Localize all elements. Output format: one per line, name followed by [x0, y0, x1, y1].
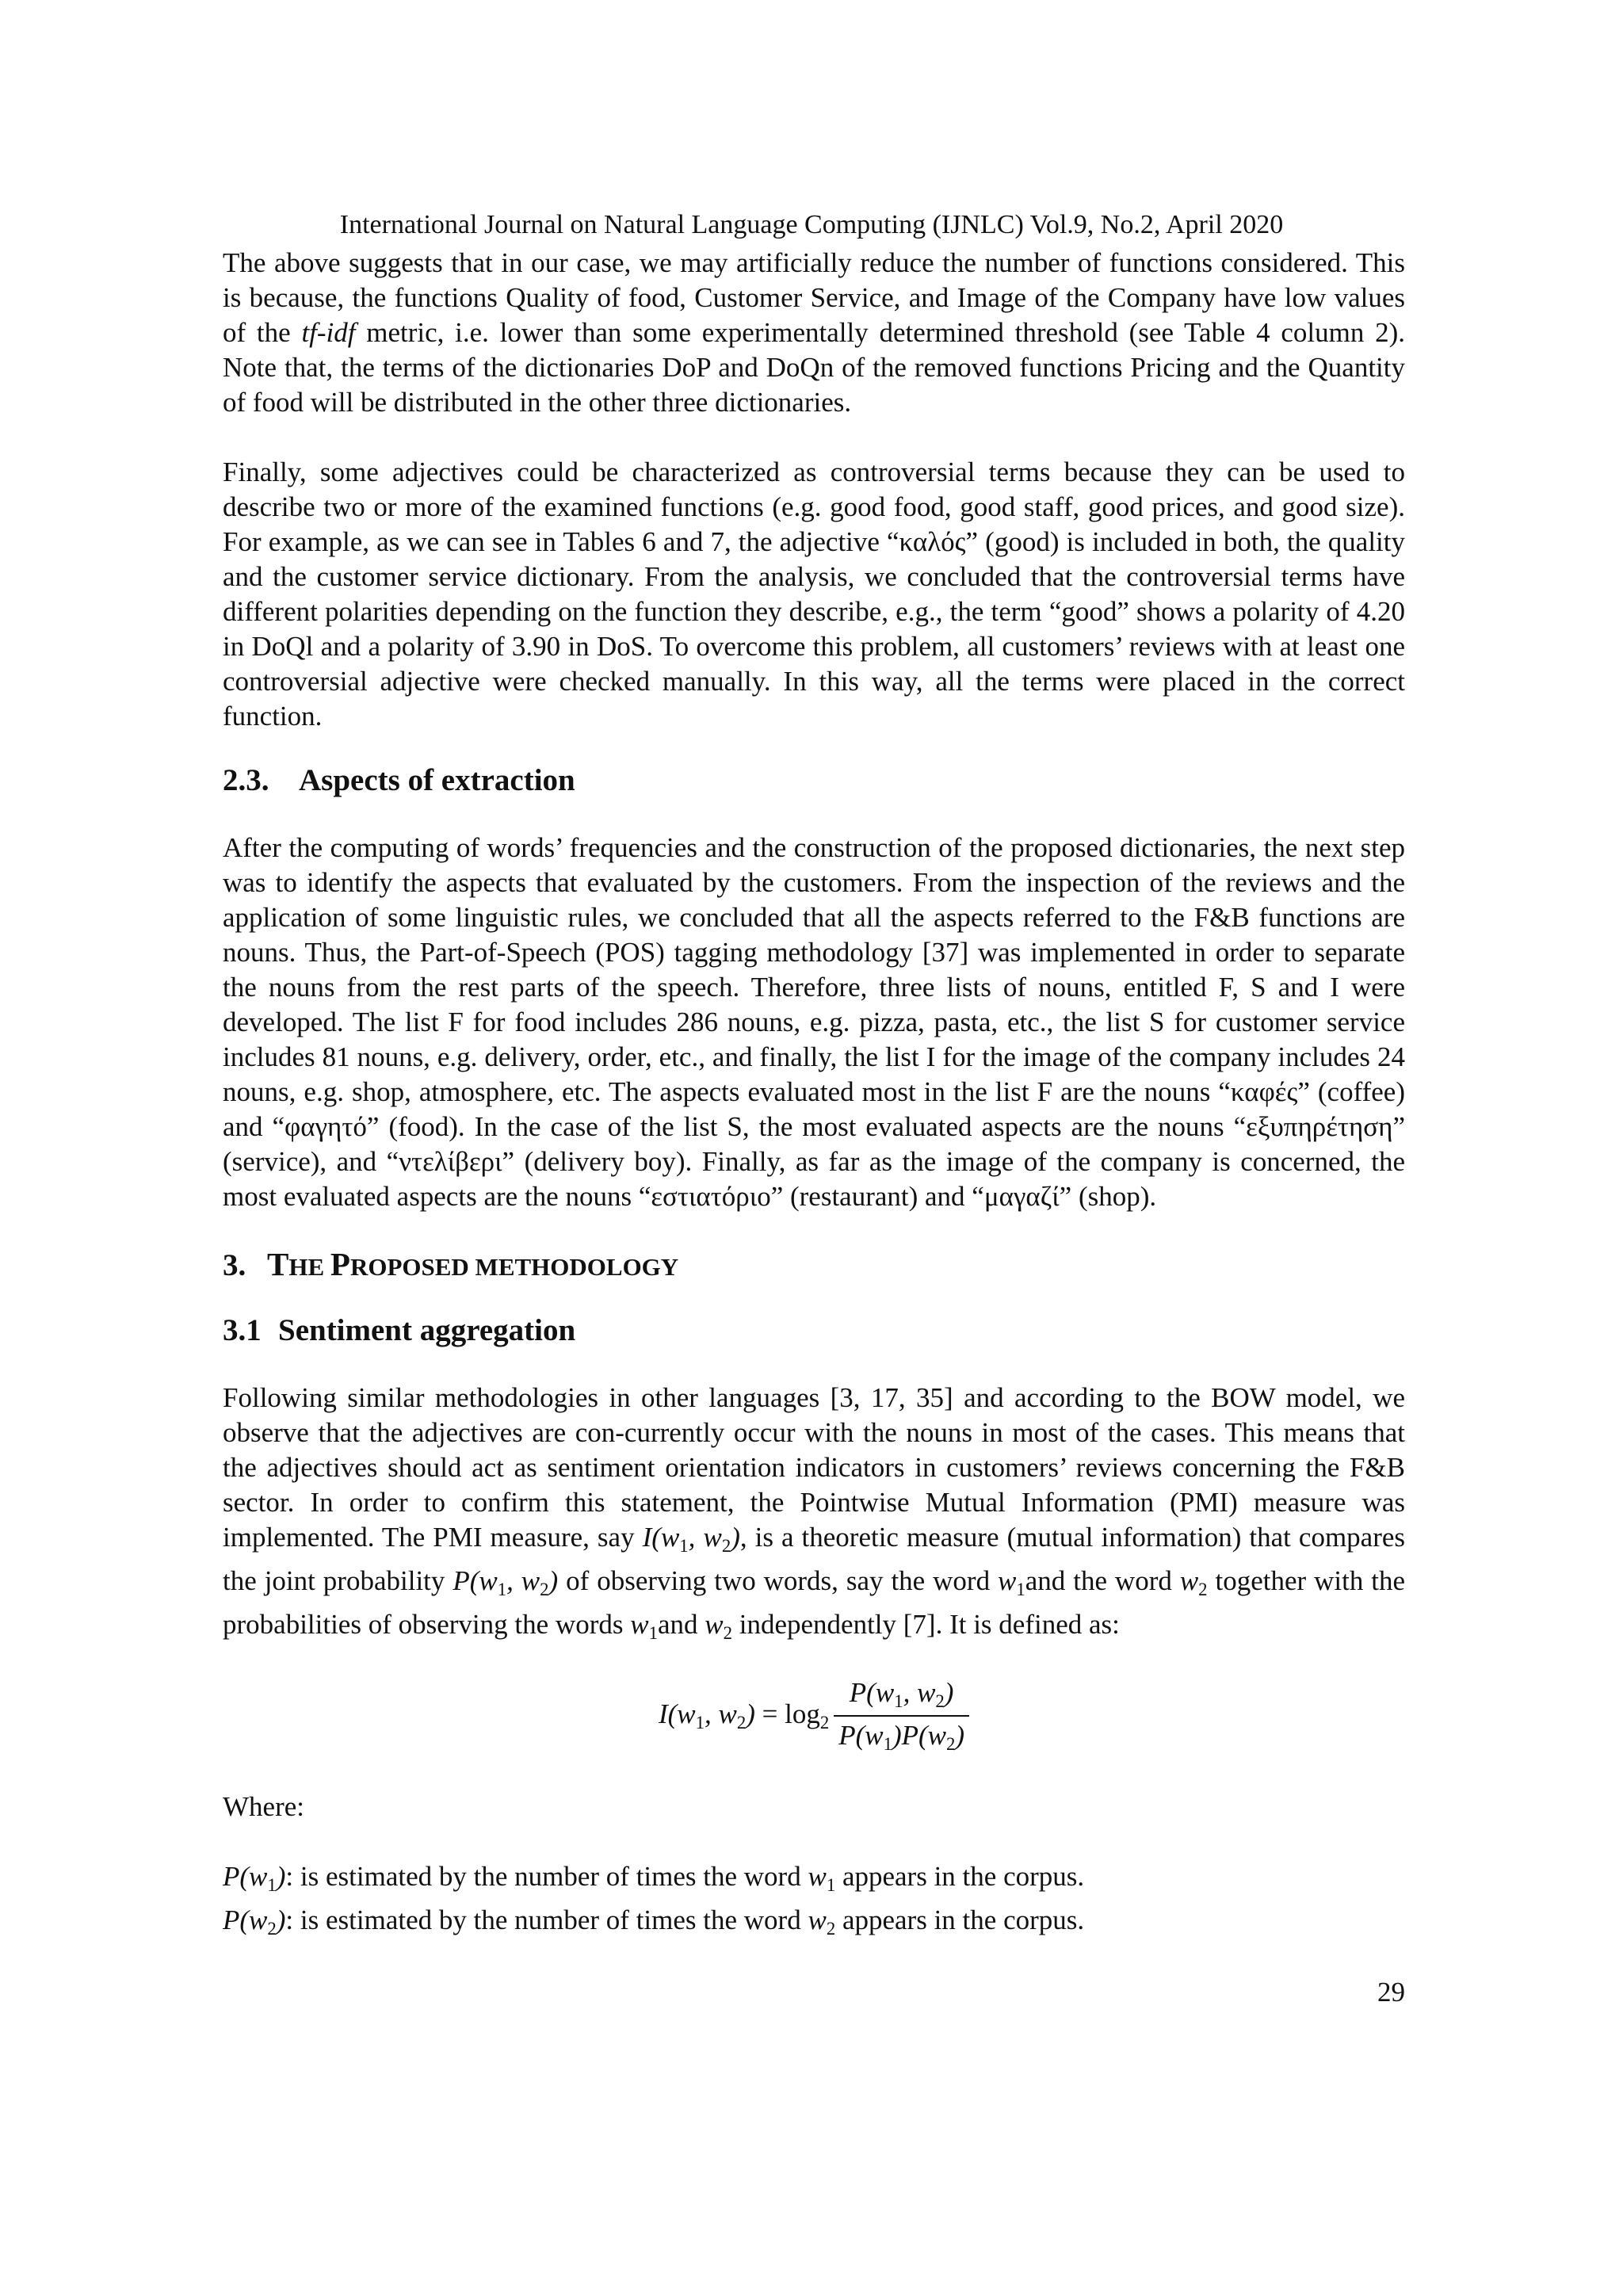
section-number: 3.: [223, 1248, 246, 1282]
section-title: Sentiment aggregation: [278, 1313, 576, 1347]
page-number: 29: [1377, 1977, 1405, 2008]
definition-p-w1: $P(w_1)$: is estimated by the number of times the word $w_1$ appears in the corpus.: [223, 1861, 1085, 1895]
definitions-list: [223, 1859, 1405, 1946]
formula-denominator: $P(w_1)P(w_2)$: [834, 1715, 969, 1755]
section-title: Aspects of extraction: [299, 763, 575, 797]
section-number: 2.3.: [223, 763, 269, 797]
formula-lhs: $I(w_1$, $w_2) = \log_2$: [658, 1698, 830, 1733]
where-label: Where:: [223, 1791, 304, 1823]
section-heading-3: 3. THE PROPOSED METHODOLOGY: [223, 1246, 679, 1282]
running-header: International Journal on Natural Language Computing (IJNLC) Vol.9, No.2, April 2020: [339, 210, 1284, 239]
formula-numerator: $P(w_1$, $w_2$): [849, 1677, 954, 1712]
definition-p-w2: $P(w_2)$: is estimated by the number of times the word $w_2$ appears in the corpus.: [223, 1904, 1085, 1939]
formula-fraction: [834, 1677, 969, 1755]
pmi-formula: [223, 1677, 1405, 1755]
section-heading-3-1: [223, 1312, 1405, 1349]
paragraph-3: After the computing of words’ frequencies and the construction of the proposed dictionaries, the next step was to identify the aspects that evaluated by the customers. From the inspection of the reviews and the application of some linguistic rules, we concluded that all the aspects referred to the F&B functions are nouns. Thus, the Part-of-Speech (POS) tagging methodology [37] was implemented in order to separate the nouns from the rest parts of the speech. Therefore, three lists of nouns, entitled F, S and I were developed. The list F for food includes 286 nouns, e.g. pizza, pasta, etc., the list S for customer service includes 81 nouns, e.g. delivery, order, etc., and finally, the list I for the image of the company includes 24 nouns, e.g. shop, atmosphere, etc. The aspects evaluated most in the list F are the nouns “καφές” (coffee) and “φαγητό” (food). In the case of the list S, the most evaluated aspects are the nouns “εξυπηρέτηση” (service), and “ντελίβερι” (delivery boy). Finally, as far as the image of the company is concerned, the most evaluated aspects are the nouns “εστιατόριο” (restaurant) and “μαγαζί” (shop).: [223, 832, 1405, 1212]
paragraph-1: The above suggests that in our case, we may artificially reduce the number of functions considered. This is because, the functions Quality of food, Customer Service, and Image of the Company have low values of the tf-idf metric, i.e. lower than some experimentally determined threshold (see Table 4 column 2). Note that, the terms of the dictionaries DoP and DoQn of the removed functions Pricing and the Quantity of food will be distributed in the other three dictionaries.: [223, 247, 1406, 418]
paragraph-2: Finally, some adjectives could be characterized as controversial terms because they can be used to describe two or more of the examined functions (e.g. good food, good staff, good prices, and good size). For example, as we can see in Tables 6 and 7, the adjective “καλός” (good) is included in both, the quality and the customer service dictionary. From the analysis, we concluded that the controversial terms have different polarities depending on the function they describe, e.g., the term “good” shows a polarity of 4.20 in DoQl and a polarity of 3.90 in DoS. To overcome this problem, all customers’ reviews with at least one controversial adjective were checked manually. In this way, all the terms were placed in the correct function.: [223, 457, 1405, 732]
paragraph-4: Following similar methodologies in other languages [3, 17, 35] and according to the BOW model, we observe that the adjectives are con-currently occur with the nouns in most of the cases. This means that the adjectives should act as sentiment orientation indicators in customers’ reviews concerning the F&B sector. In order to confirm this statement, the Pointwise Mutual Information (PMI) measure was implemented. The PMI measure, say $I(w_1$, $w_2$), is a theoretic measure (mutual information) that compares the joint probability $P(w_1$, $w_2$) of observing two words, say the word $w_1and$ the word $w_2$ together with the probabilities of observing the words $w_1and$ $w_2$ independently [7]. It is defined as:: [223, 1382, 1406, 1643]
section-heading-2-3: [223, 762, 1405, 799]
page-body: [223, 246, 1405, 1946]
section-number: 3.1: [223, 1313, 262, 1347]
